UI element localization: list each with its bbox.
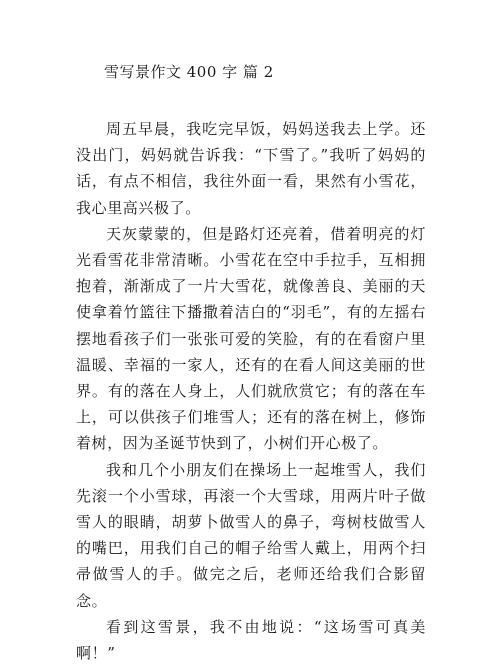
paragraph-1: 周五早晨，我吃完早饭，妈妈送我去上学。还没出门，妈妈就告诉我：“下雪了。”我听了妈妈的话，有点不相信，我往外面一看，果然有小雪花，我心里高兴极了。 <box>76 120 426 217</box>
document-body <box>76 116 426 666</box>
paragraph-2: 天灰蒙蒙的，但是路灯还亮着，借着明亮的灯光看雪花非常清晰。小雪花在空中手拉手，互相拥抱着，渐渐成了一片大雪花，就像善良、美丽的天使拿着竹篮往下播撒着洁白的“羽毛”，有的左摇右摆地看孩子们一张张可爱的笑脸，有的在看窗户里温暖、幸福的一家人，还有的在看人间这美丽的世界。有的落在人身上，人们就欣赏它；有的落在车上，可以供孩子们堆雪人；还有的落在树上，修饰着树，因为圣诞节快到了，小树们开心极了。 <box>76 224 426 453</box>
paragraph-4: 看到这雪景，我不由地说：“这场雪可真美啊！” <box>76 617 426 663</box>
document-title: 雪写景作文 400 字 篇 2 <box>104 63 274 81</box>
paragraph-3: 我和几个小朋友们在操场上一起堆雪人，我们先滚一个小雪球，再滚一个大雪球，用两片叶子做雪人的眼睛，胡萝卜做雪人的鼻子，弯树枝做雪人的嘴巴，用我们自己的帽子给雪人戴上，用两个扫帚做雪人的手。做完之后，老师还给我们合影留念。 <box>76 460 426 610</box>
